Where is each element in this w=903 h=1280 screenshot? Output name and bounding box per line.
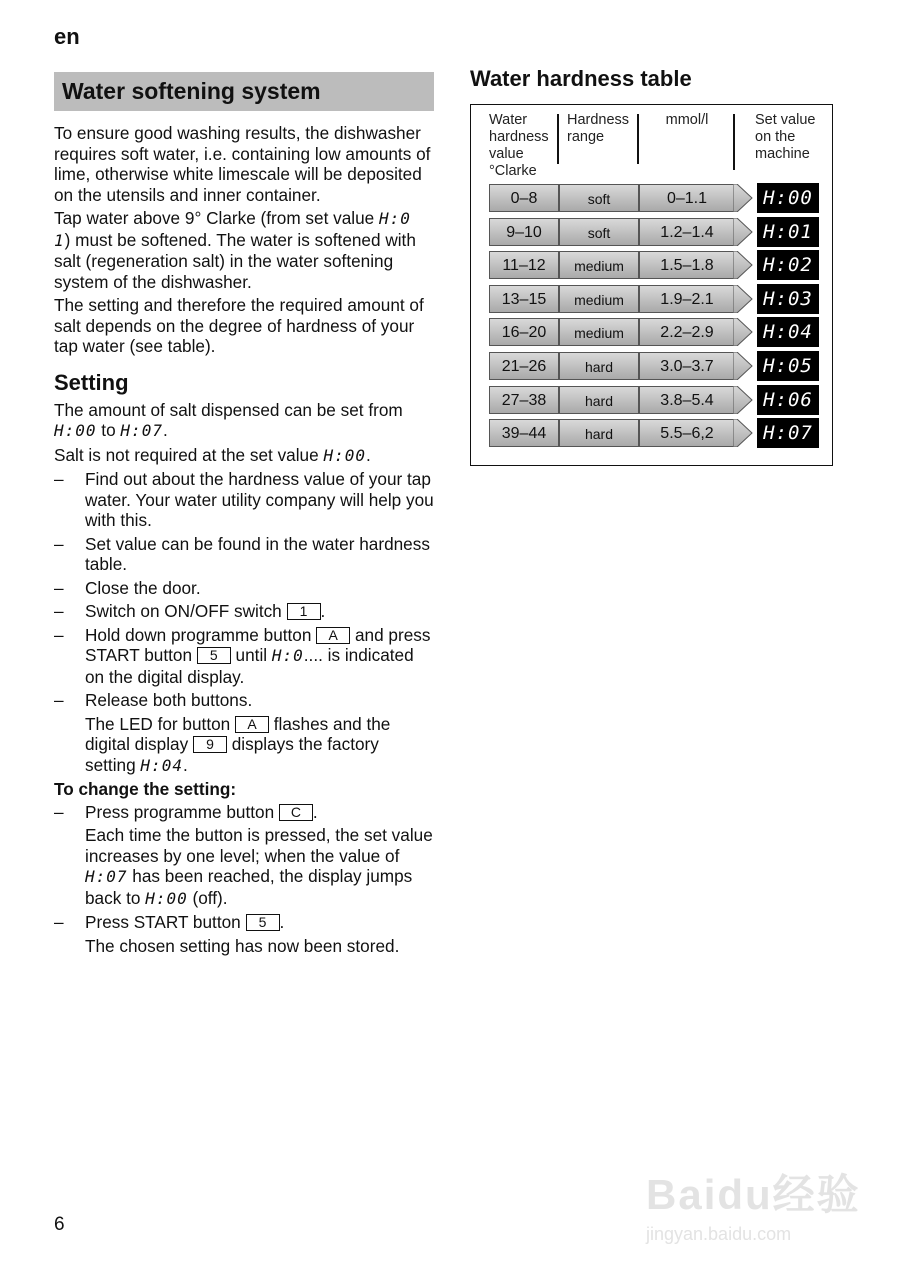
- lcd-value: H:00: [145, 888, 188, 908]
- button-reference: A: [235, 716, 269, 733]
- arrow-icon: [733, 285, 753, 313]
- table-row: [489, 218, 819, 248]
- step-item: – Close the door.: [54, 577, 201, 598]
- arrow-icon: [733, 318, 753, 346]
- step-note: Each time the button is pressed, the set value increases by one level; when the value of H:07 has been reached, the display jumps back to H:00 (off).: [85, 825, 433, 908]
- lcd-value: H:07: [120, 421, 163, 440]
- arrow-icon: [733, 184, 753, 212]
- cell-hardness-value: 39–44: [489, 419, 559, 447]
- table-row: [489, 419, 819, 449]
- hardness-table: [470, 104, 833, 466]
- table-row: [489, 352, 819, 382]
- header-value: Water hardness value °Clarke: [489, 112, 549, 179]
- setting-paragraph-2: Salt is not required at the set value H:00.: [54, 444, 371, 465]
- cell-hardness-range: medium: [559, 251, 639, 279]
- arrow-icon: [733, 218, 753, 246]
- header-set-value: Set value on the machine: [755, 112, 816, 162]
- step-item: – Press START button 5 .: [54, 912, 285, 932]
- display-set-value: H:05: [757, 351, 819, 381]
- page-number: 6: [54, 1214, 65, 1235]
- table-row: [489, 386, 819, 416]
- cell-hardness-range: soft: [559, 218, 639, 246]
- cell-hardness-value: 16–20: [489, 318, 559, 346]
- step-item: – Set value can be found in the water hardness table.: [54, 533, 430, 574]
- step-item: – Release both buttons.: [54, 690, 253, 710]
- cell-mmol: 3.8–5.4: [639, 386, 734, 414]
- cell-hardness-value: 21–26: [489, 352, 559, 380]
- cell-hardness-value: 13–15: [489, 285, 559, 313]
- step-note: The LED for button A flashes and the digital display 9 displays the factory setting H:04.: [85, 713, 391, 775]
- cell-hardness-value: 11–12: [489, 251, 559, 279]
- table-row: [489, 318, 819, 348]
- setting-paragraph-1: The amount of salt dispensed can be set from H:00 to H:07.: [54, 399, 403, 440]
- button-reference: 1: [287, 603, 321, 620]
- cell-hardness-value: 9–10: [489, 218, 559, 246]
- button-reference: 5: [246, 914, 280, 931]
- cell-hardness-value: 0–8: [489, 184, 559, 212]
- lcd-value: H:00: [54, 421, 97, 440]
- cell-mmol: 3.0–3.7: [639, 352, 734, 380]
- cell-mmol: 0–1.1: [639, 184, 734, 212]
- display-set-value: H:07: [757, 418, 819, 448]
- setting-heading: Setting: [54, 369, 129, 395]
- arrow-icon: [733, 419, 753, 447]
- header-range: Hardness range: [567, 112, 630, 145]
- cell-mmol: 1.2–1.4: [639, 218, 734, 246]
- step-item: – Press programme button C .: [54, 801, 318, 822]
- cell-hardness-range: soft: [559, 184, 639, 212]
- arrow-icon: [733, 386, 753, 414]
- step-item: – Hold down programme button A and press START button 5 until H:0.... is indicated on the digital display.: [54, 624, 431, 687]
- cell-hardness-range: hard: [559, 419, 639, 447]
- button-reference: 9: [193, 736, 227, 753]
- header-separator: [557, 114, 559, 164]
- display-set-value: H:03: [757, 284, 819, 314]
- cell-hardness-range: medium: [559, 318, 639, 346]
- step-item: – Switch on ON/OFF switch 1 .: [54, 601, 326, 621]
- display-set-value: H:00: [757, 183, 819, 213]
- language-code: en: [54, 24, 80, 49]
- step-item: – Find out about the hardness value of your tap water. Your water utility company will help you with this.: [54, 469, 434, 530]
- change-setting-heading: To change the setting:: [54, 779, 237, 799]
- table-row: [489, 184, 819, 214]
- lcd-value: H:00: [323, 445, 366, 465]
- arrow-icon: [733, 251, 753, 279]
- table-row: [489, 285, 819, 315]
- step-note: The chosen setting has now been stored.: [85, 935, 400, 956]
- header-mmol: mmol/l: [665, 112, 709, 128]
- lcd-value: H:0 1: [54, 209, 411, 250]
- intro-paragraph-2: Tap water above 9° Clarke (from set value H:0 1) must be softened. The water is softened with salt (regeneration salt) in the water softening system of the dishwasher.: [54, 208, 416, 292]
- cell-hardness-range: hard: [559, 352, 639, 380]
- lcd-value: H:0: [271, 646, 304, 665]
- display-set-value: H:06: [757, 385, 819, 415]
- watermark-url: jingyan.baidu.com: [646, 1224, 792, 1244]
- display-set-value: H:01: [757, 217, 819, 247]
- table-title: Water hardness table: [470, 66, 692, 91]
- header-separator: [637, 114, 639, 164]
- cell-hardness-value: 27–38: [489, 386, 559, 414]
- table-row: [489, 251, 819, 281]
- watermark: [646, 1150, 866, 1260]
- intro-paragraph-3: The setting and therefore the required amount of salt depends on the degree of hardness of your tap water (see table).: [54, 295, 424, 356]
- cell-mmol: 1.5–1.8: [639, 251, 734, 279]
- section-title: Water softening system: [54, 72, 434, 111]
- right-column: [470, 66, 836, 466]
- display-set-value: H:04: [757, 317, 819, 347]
- watermark-logo: Baidu经验: [646, 1171, 861, 1218]
- cell-mmol: 2.2–2.9: [639, 318, 734, 346]
- cell-hardness-range: medium: [559, 285, 639, 313]
- lcd-value: H:07: [85, 867, 128, 886]
- header-separator: [733, 114, 735, 170]
- cell-hardness-range: hard: [559, 386, 639, 414]
- button-reference: 5: [197, 647, 231, 664]
- cell-mmol: 1.9–2.1: [639, 285, 734, 313]
- button-reference: A: [316, 627, 350, 644]
- lcd-value: H:04: [140, 755, 183, 775]
- arrow-icon: [733, 352, 753, 380]
- display-set-value: H:02: [757, 250, 819, 280]
- cell-mmol: 5.5–6,2: [639, 419, 734, 447]
- left-column: [54, 72, 434, 959]
- intro-paragraph-1: To ensure good washing results, the dishwasher requires soft water, i.e. containing low amounts of lime, otherwise white limescale will be deposited on the utensils and inner container.: [54, 123, 431, 205]
- button-reference: C: [279, 804, 313, 821]
